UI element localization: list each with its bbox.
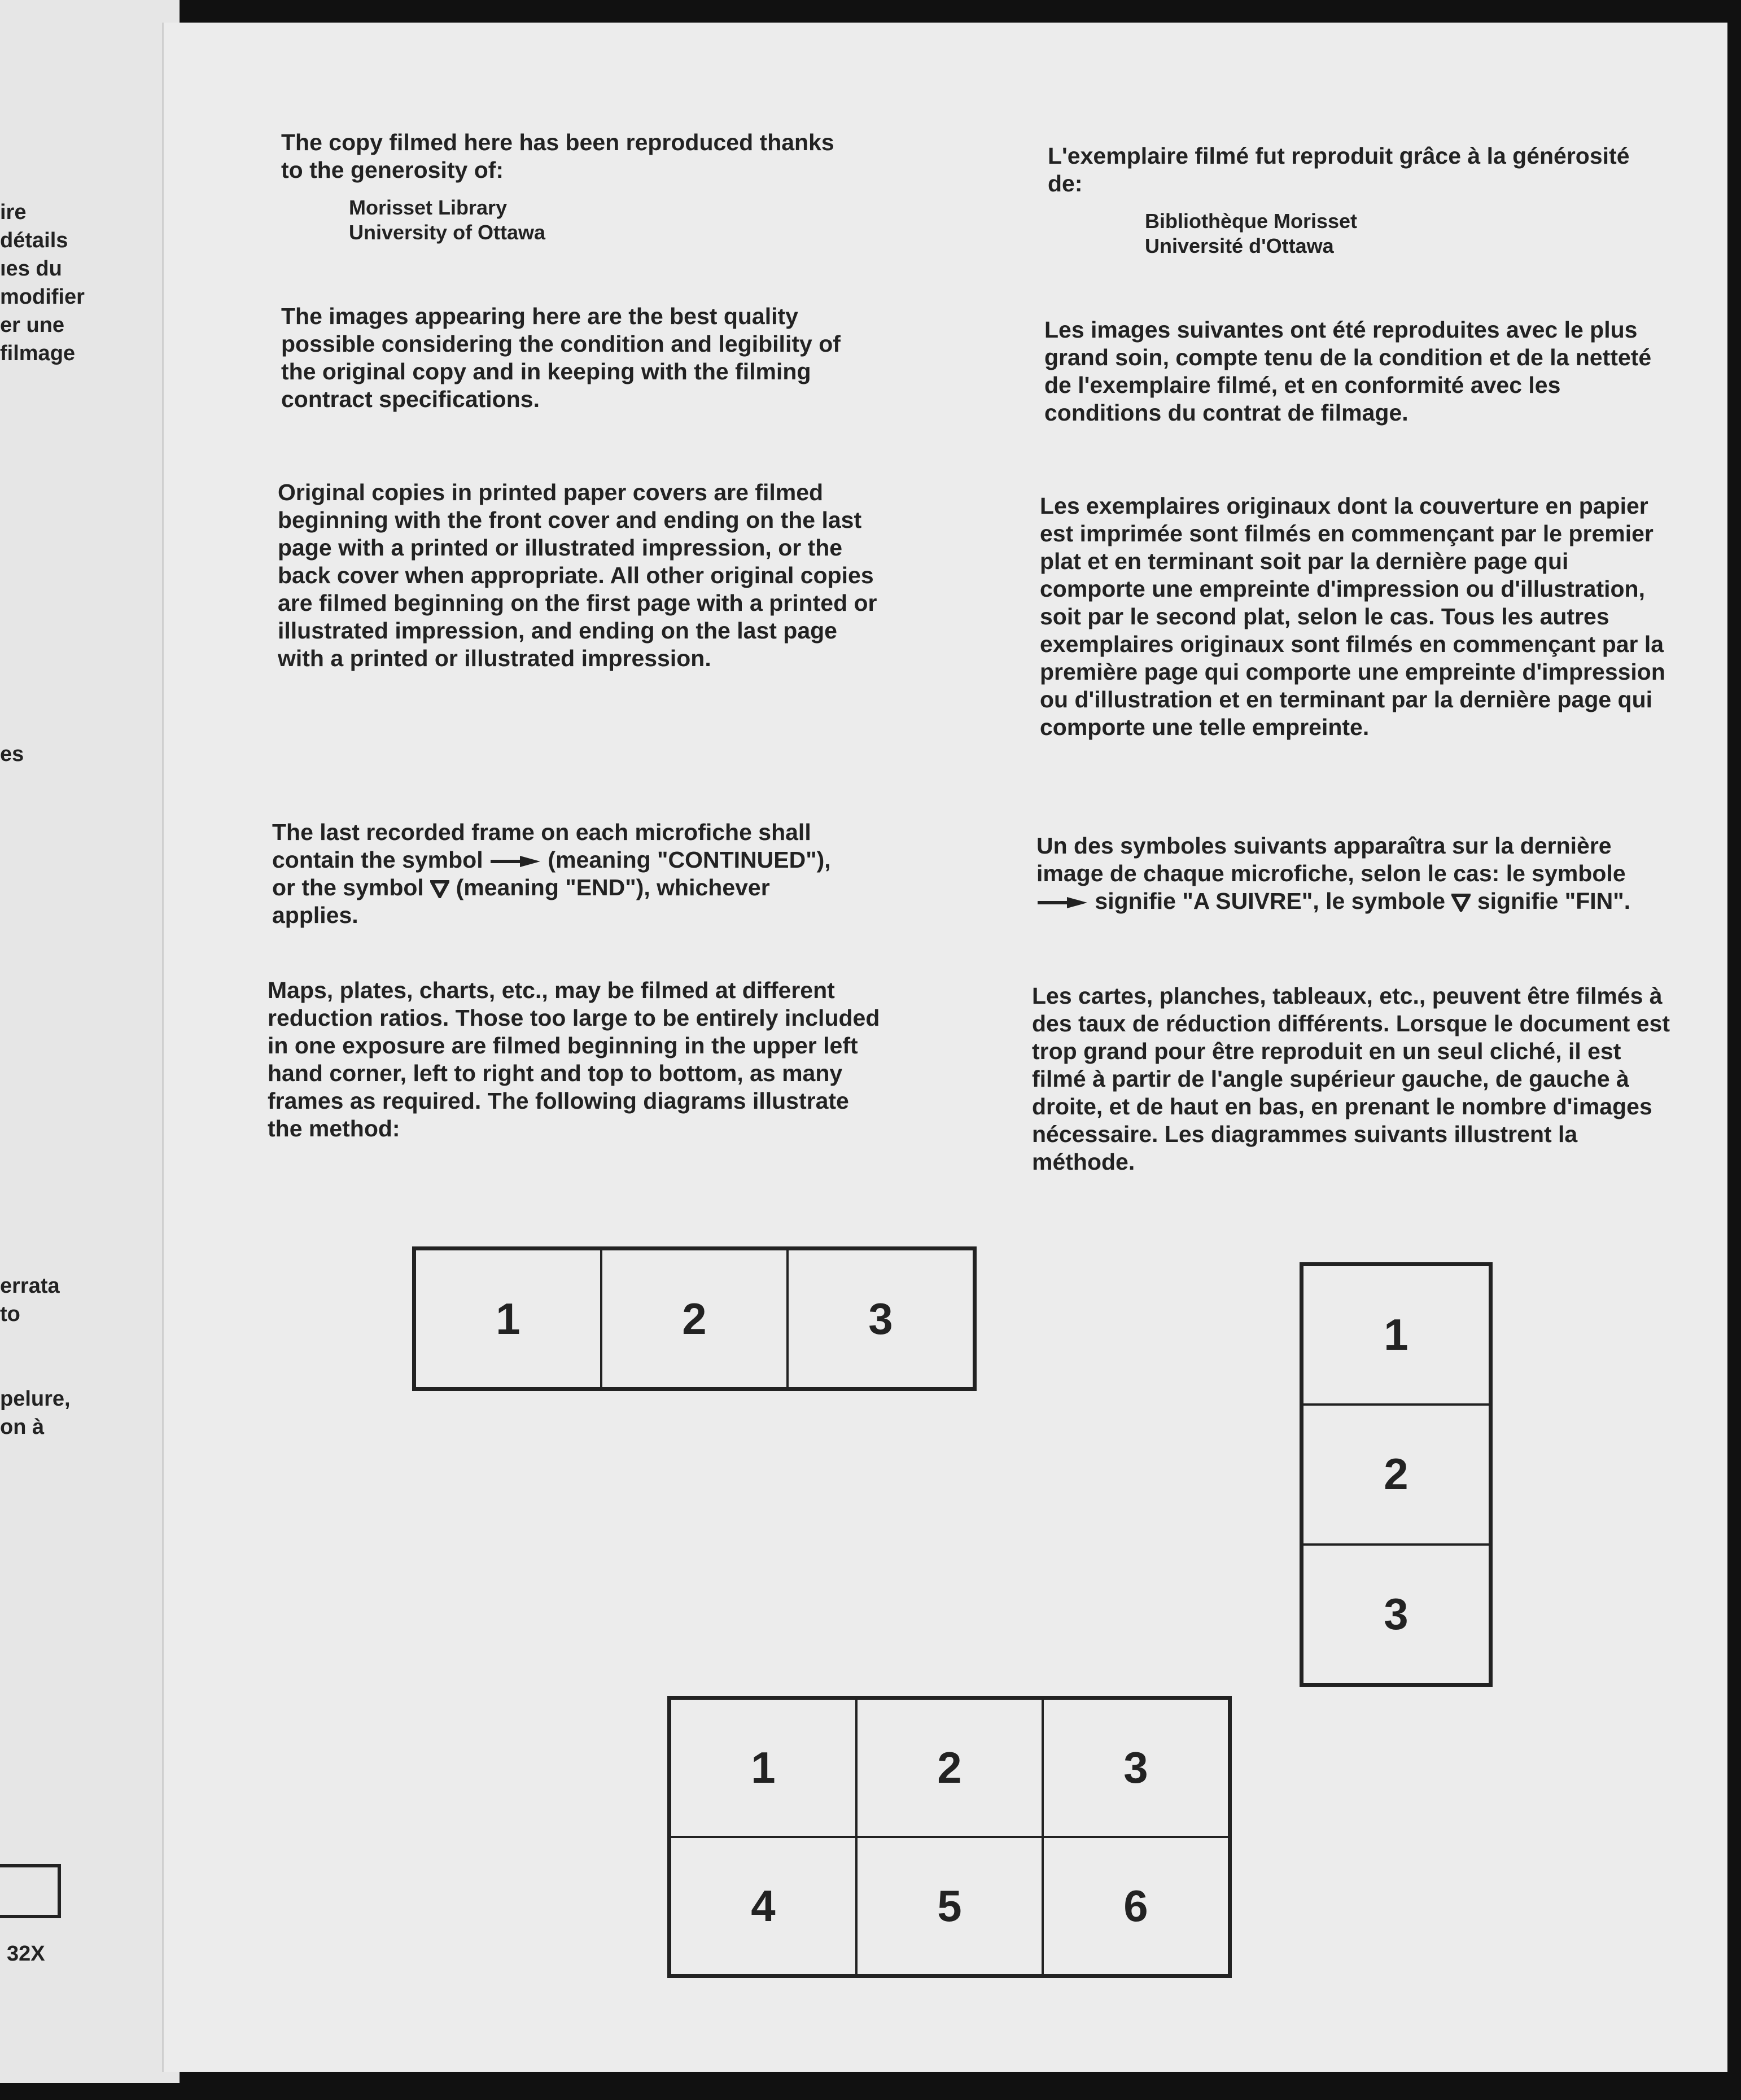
- diagram-cell: 2: [856, 1699, 1043, 1837]
- horizontal-frame-diagram: [412, 1246, 977, 1391]
- vertical-frame-diagram: [1300, 1262, 1493, 1687]
- diagram-cell: 1: [670, 1699, 856, 1837]
- en-library-university: University of Ottawa: [349, 221, 546, 244]
- diagram-cell: 3: [1302, 1545, 1490, 1684]
- fr-credit-intro: L'exemplaire filmé fut reproduit grâce à la générosité de:: [1048, 143, 1630, 196]
- reduction-label: 32X: [7, 1942, 45, 1966]
- left-text-fragment: errata: [0, 1274, 60, 1298]
- fr-quality-paragraph: Les images suivantes ont été reproduites avec le plus grand soin, compte tenu de la condition et de la netteté de l'exemplaire filmé, et en conformité avec les conditions du contrat de filmage.: [1044, 317, 1652, 426]
- en-library-name: Morisset Library: [349, 196, 508, 219]
- end-triangle-icon: [430, 880, 449, 898]
- diagram-cell: 6: [1043, 1837, 1229, 1975]
- en-last-frame-text-b: (meaning "CONTINUED"), or the symbol: [272, 847, 831, 900]
- en-last-frame-paragraph: [272, 819, 859, 929]
- continued-arrow-icon: [489, 855, 541, 868]
- left-text-fragment: pelure,: [0, 1387, 71, 1411]
- en-quality-paragraph: The images appearing here are the best quality possible considering the condition and legibility of the original copy and in keeping with the filming contract specifications.: [281, 303, 841, 412]
- left-text-fragment: détails: [0, 229, 68, 252]
- diagram-cell: 2: [1302, 1405, 1490, 1544]
- diagram-cell: 4: [670, 1837, 856, 1975]
- diagram-cell: 3: [1043, 1699, 1229, 1837]
- en-maps-paragraph: Maps, plates, charts, etc., may be filmed at different reduction ratios. Those too large to be entirely included in one exposure are filmed beginning in the upper left hand corner, left to right and top to bottom, as many frames as required. The following diagrams illustrate the method:: [268, 977, 880, 1141]
- diagram-cell: 5: [856, 1837, 1043, 1975]
- main-page: [164, 23, 1727, 2072]
- diagram-cell: 2: [601, 1249, 788, 1388]
- fr-maps-paragraph: Les cartes, planches, tableaux, etc., peuvent être filmés à des taux de réduction différents. Lorsque le document est trop grand pour être reproduit en un seul cliché, il est filmé à partir de l'angle supérieur gauche, de gauche à droite, et de haut en bas, en prenant le nombre d'images nécessaire. Les diagrammes suivants illustrent la méthode.: [1032, 983, 1670, 1175]
- left-text-fragment: to: [0, 1302, 20, 1326]
- left-text-fragment: er une: [0, 313, 65, 337]
- diagram-cell: 1: [415, 1249, 601, 1388]
- fr-symbols-text-c: signifie "FIN".: [1477, 888, 1631, 914]
- en-credit-intro: The copy filmed here has been reproduced thanks to the generosity of:: [281, 129, 834, 183]
- left-text-fragment: modifier: [0, 285, 85, 309]
- fr-library-university: Université d'Ottawa: [1145, 234, 1334, 257]
- fr-library-name: Bibliothèque Morisset: [1145, 209, 1358, 233]
- fr-original-copies-paragraph: Les exemplaires originaux dont la couverture en papier est imprimée sont filmés en commençant par le premier plat et en terminant soit par la dernière page qui comporte une empreinte d'impression ou d'illustration, soit par le second plat, selon le cas. Tous les autres exemplaires originaux sont filmés en commençant par la première page qui comporte une empreinte d'impression ou d'illustration et en terminant par la dernière page qui comporte une telle empreinte.: [1040, 493, 1665, 740]
- left-page-fragment: [0, 0, 180, 2083]
- fr-symbols-text-a: Un des symboles suivants apparaîtra sur la dernière image de chaque microfiche, selon le cas: le symbole: [1036, 833, 1626, 886]
- fin-triangle-icon: [1451, 894, 1471, 912]
- en-original-copies-paragraph: Original copies in printed paper covers are filmed beginning with the front cover and ending on the last page with a printed or illustrated impression, or the back cover when appropriate. All other original copies are filmed beginning on the first page with a printed or illustrated impression, and ending on the last page with a printed or illustrated impression.: [278, 479, 877, 671]
- diagram-cell: 3: [788, 1249, 974, 1388]
- fr-symbols-paragraph: [1036, 832, 1641, 915]
- a-suivre-arrow-icon: [1036, 896, 1088, 909]
- left-text-fragment: on à: [0, 1415, 45, 1439]
- left-text-fragment: es: [0, 742, 24, 766]
- en-last-frame-text-a: The last recorded frame on each microfiche shall contain the symbol: [272, 819, 811, 873]
- left-text-fragment: ire: [0, 200, 27, 224]
- grid-frame-diagram: [667, 1696, 1232, 1978]
- left-text-fragment: filmage: [0, 342, 76, 365]
- en-last-frame-text-c: (meaning "END"), whichever applies.: [272, 874, 770, 928]
- left-text-fragment: ıes du: [0, 257, 62, 281]
- fr-symbols-text-b: signifie "A SUIVRE", le symbole: [1095, 888, 1446, 914]
- reduction-target-box: [0, 1864, 61, 1918]
- diagram-cell: 1: [1302, 1265, 1490, 1405]
